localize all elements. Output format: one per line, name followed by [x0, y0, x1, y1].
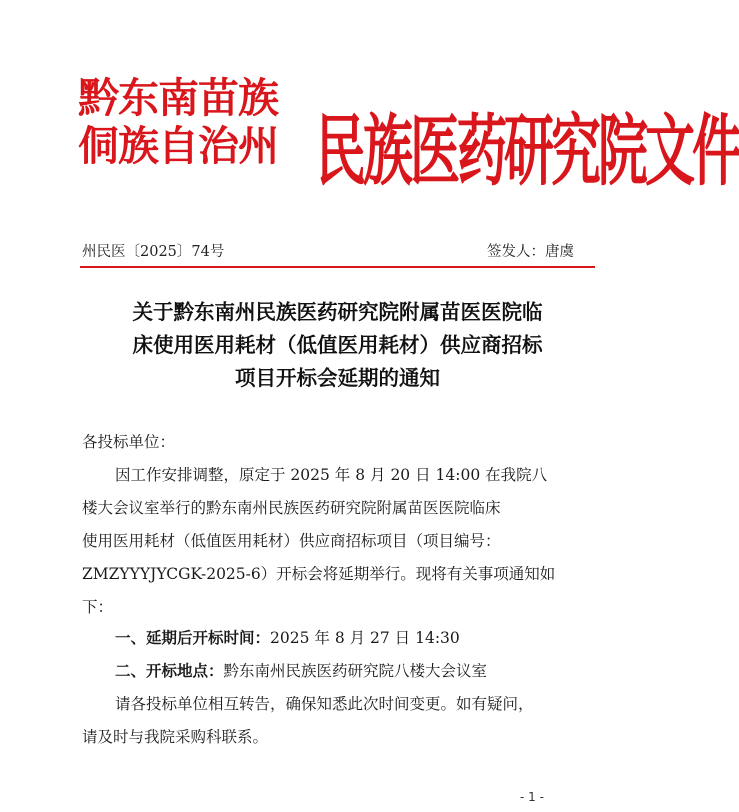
title-line: 床使用医用耗材（低值医用耗材）供应商招标 [132, 333, 543, 357]
doc-meta-row [82, 240, 588, 262]
paragraph-line: 请各投标单位相互转告，确保知悉此次时间变更。如有疑问， [115, 695, 534, 713]
red-divider [80, 266, 595, 268]
letterhead [78, 74, 739, 197]
letterhead-org [78, 74, 318, 170]
item-label: 一、延期后开标时间： [115, 628, 271, 647]
paragraph-line: 使用医用耗材（低值医用耗材）供应商招标项目（项目编号： [82, 532, 501, 550]
paragraph-line: 下： [82, 598, 114, 616]
item-label: 二、开标地点： [115, 661, 224, 680]
item-opening-location [115, 659, 487, 681]
letterhead-org-line1: 黔东南苗族 [78, 74, 278, 122]
letterhead-title: 民族医药研究院文件 [316, 106, 739, 197]
page-number: - 1 - [520, 790, 544, 804]
paragraph-line: 请及时与我院采购科联系。 [82, 728, 269, 746]
paragraph-line: 楼大会议室举行的黔东南州民族医药研究院附属苗医医院临床 [82, 499, 501, 517]
title-line: 关于黔东南州民族医药研究院附属苗医医院临 [132, 300, 543, 324]
document-title [80, 296, 595, 395]
title-line: 项目开标会延期的通知 [235, 366, 440, 390]
paragraph-line: 因工作安排调整，原定于 2025 年 8 月 20 日 14:00 在我院八 [115, 466, 548, 484]
item-opening-time [115, 626, 460, 648]
item-value: 2025 年 8 月 27 日 14:30 [270, 629, 460, 647]
letterhead-org-line2: 侗族自治州 [78, 122, 278, 170]
doc-number: 州民医〔2025〕74号 [82, 244, 225, 260]
item-value: 黔东南州民族医药研究院八楼大会议室 [223, 662, 488, 680]
signer: 签发人：唐虞 [487, 244, 574, 260]
paragraph-line: ZMZYYYJYCGK-2025-6）开标会将延期举行。现将有关事项通知如 [82, 565, 556, 583]
salutation: 各投标单位： [82, 433, 176, 451]
